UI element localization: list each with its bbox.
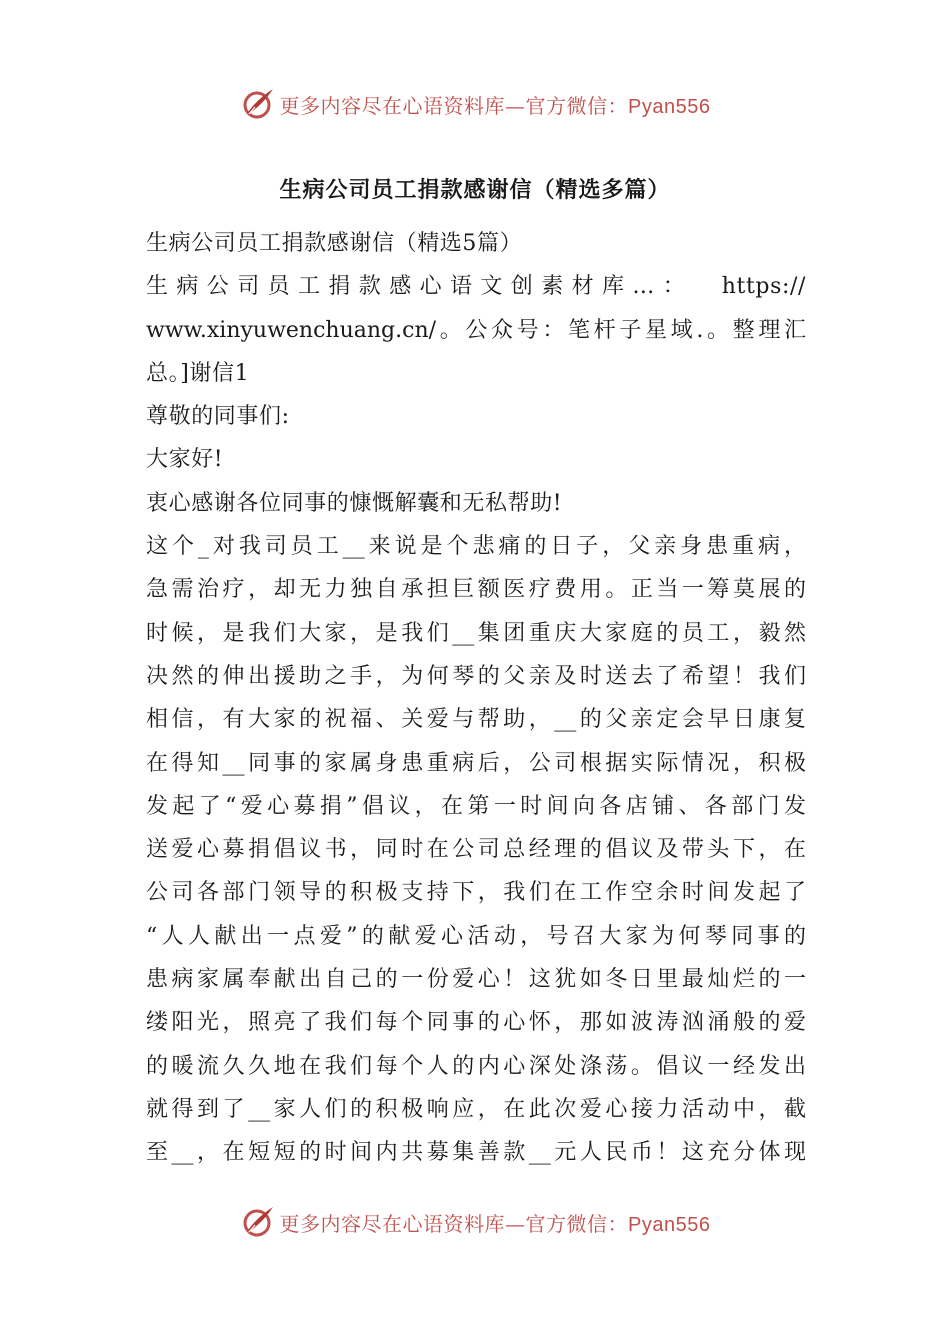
text-line: 这个_对我司员工__来说是个悲痛的日子，父亲身患重病， xyxy=(146,534,806,560)
text-line: 急需治疗，却无力独自承担巨额医疗费用。正当一筹莫展的 xyxy=(146,577,806,603)
text-line xyxy=(146,265,806,308)
text-line: 患病家属奉献出自己的一份爱心！这犹如冬日里最灿烂的一 xyxy=(146,967,806,993)
footer-wechat-id: Pyan556 xyxy=(628,1213,711,1236)
footer-brand-text: 更多内容尽在心语资料库—官方微信：Pyan556 xyxy=(279,1211,711,1236)
text-line: 公司各部门领导的积极支持下，我们在工作空余时间发起了 xyxy=(146,880,806,906)
text-line: 发起了“爱心募捐”倡议，在第一时间向各店铺、各部门发 xyxy=(146,793,806,819)
subtitle-line: 生病公司员工捐款感谢信（精选5篇） xyxy=(146,231,523,256)
text-line: 决然的伸出援助之手，为何琴的父亲及时送去了希望！我们 xyxy=(146,663,806,689)
header-brand xyxy=(0,84,950,124)
salutation-line: 尊敬的同事们: xyxy=(146,404,290,430)
document-body xyxy=(146,222,806,1175)
text-line: www.xinyuwenchuang.cn/。公众号：笔杆子星域.。整理汇 xyxy=(146,317,806,343)
text-line: 衷心感谢各位同事的慷慨解囊和无私帮助! xyxy=(146,490,563,516)
header-brand-text: 更多内容尽在心语资料库—官方微信：Pyan556 xyxy=(279,93,711,118)
text-line: 时候，是我们大家，是我们__集团重庆大家庭的员工，毅然 xyxy=(146,620,806,646)
quill-pen-circle-icon xyxy=(240,86,276,122)
text-line: 送爱心募捐倡议书，同时在公司总经理的倡议及带头下，在 xyxy=(146,837,806,863)
text-line: “人人献出一点爱”的献爱心活动，号召大家为何琴同事的 xyxy=(146,923,806,949)
text-line: 缕阳光，照亮了我们每个同事的心怀，那如波涛汹涌般的爱 xyxy=(146,1010,806,1036)
text-segment: 生病公司员工捐款感心语文创素材库…： xyxy=(146,274,694,300)
text-line: 总。]谢信1 xyxy=(146,360,250,386)
url-segment: https:// xyxy=(721,274,806,300)
text-line: 在得知__同事的家属身患重病后，公司根据实际情况，积极 xyxy=(146,750,806,776)
greeting-line: 大家好! xyxy=(146,447,224,473)
text-line: 就得到了__家人们的积极响应，在此次爱心接力活动中，截 xyxy=(146,1096,806,1122)
quill-pen-circle-icon xyxy=(240,1204,276,1240)
footer-brand xyxy=(0,1202,950,1242)
text-line: 的暖流久久地在我们每个人的内心深处涤荡。倡议一经发出 xyxy=(146,1053,806,1079)
text-line: 相信，有大家的祝福、关爱与帮助，__的父亲定会早日康复 xyxy=(146,707,806,733)
header-wechat-id: Pyan556 xyxy=(628,95,711,118)
text-line: 至__，在短短的时间内共募集善款__元人民币！这充分体现 xyxy=(146,1140,806,1166)
document-title: 生病公司员工捐款感谢信（精选多篇） xyxy=(279,177,671,203)
